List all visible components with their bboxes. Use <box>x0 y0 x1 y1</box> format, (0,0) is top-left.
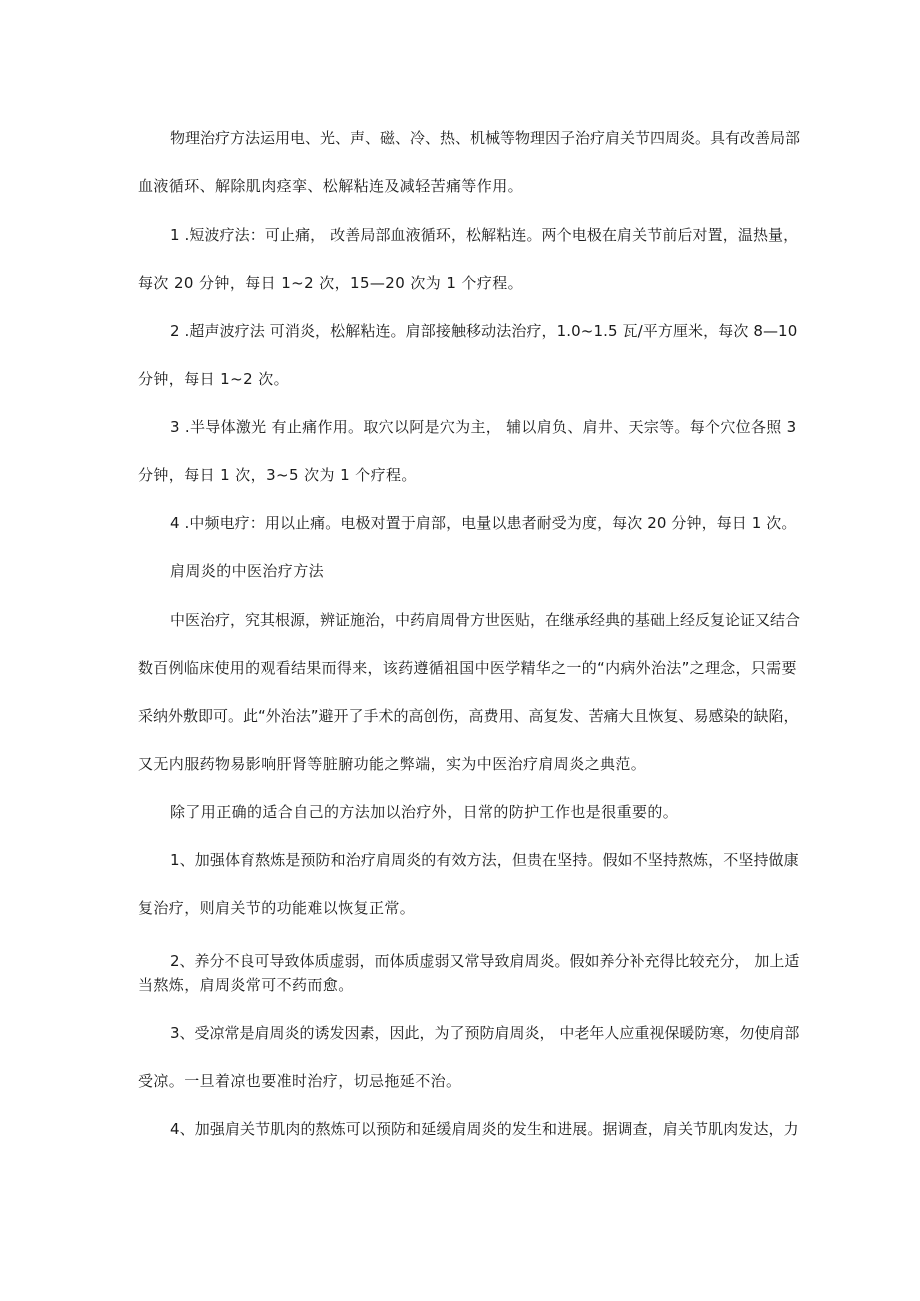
item-shortwave-line-1: 1 .短波疗法：可止痛， 改善局部血液循环，松解粘连。两个电极在肩关节前后对置，温热量， <box>170 226 799 244</box>
paragraph-tcm-line-1: 中医治疗，究其根源，辨证施治，中药肩周骨方世医贴，在继承经典的基础上经反复论证又结合 <box>170 611 801 629</box>
paragraph-tcm-line-4: 又无内服药物易影响肝肾等脏腑功能之弊端，实为中医治疗肩周炎之典范。 <box>138 755 647 773</box>
paragraph-tcm-line-2: 数百例临床使用的观看结果而得来，该药遵循祖国中医学精华之一的“内病外治法”之理念，只需要 <box>138 659 797 677</box>
item-exercise-line-1: 1、加强体育熬炼是预防和治疗肩周炎的有效方法，但贵在坚持。假如不坚持熬炼，不坚持做康 <box>170 851 799 869</box>
item-laser-line-1: 3 .半导体激光 有止痛作用。取穴以阿是穴为主， 辅以肩负、肩井、天宗等。每个穴位各照 3 <box>170 418 797 436</box>
item-ultrasound-line-2: 分钟，每日 1~2 次。 <box>138 370 289 388</box>
paragraph-tcm-line-3: 采纳外敷即可。此“外治法”避开了手术的高创伤，高费用、高复发、苦痛大且恢复、易感染的缺陷， <box>138 707 799 725</box>
item-laser-line-2: 分钟，每日 1 次，3~5 次为 1 个疗程。 <box>138 466 417 484</box>
item-shortwave-line-2: 每次 20 分钟，每日 1~2 次，15—20 次为 1 个疗程。 <box>138 274 524 292</box>
item-exercise-line-2: 复治疗，则肩关节的功能难以恢复正常。 <box>138 899 416 917</box>
item-nutrition-line-2: 当熬炼，肩周炎常可不药而愈。 <box>138 976 354 994</box>
item-nutrition-line-1: 2、养分不良可导致体质虚弱，而体质虚弱又常导致肩周炎。假如养分补充得比较充分， 加上适 <box>170 952 800 970</box>
item-midfreq-line-1: 4 .中频电疗：用以止痛。电极对置于肩部，电量以患者耐受为度，每次 20 分钟，每日 1 次。 <box>170 514 797 532</box>
item-muscle-line-1: 4、加强肩关节肌肉的熬炼可以预防和延缓肩周炎的发生和进展。据调查，肩关节肌肉发达，力 <box>170 1120 799 1138</box>
item-ultrasound-line-1: 2 .超声波疗法 可消炎，松解粘连。肩部接触移动法治疗，1.0~1.5 瓦/平方厘米，每次 8—10 <box>170 322 798 340</box>
paragraph-physio-intro-line-2: 血液循环、解除肌肉痉挛、松解粘连及减轻苦痛等作用。 <box>138 177 524 195</box>
section-heading-tcm: 肩周炎的中医治疗方法 <box>170 562 325 580</box>
paragraph-prevention-intro: 除了用正确的适合自己的方法加以治疗外，日常的防护工作也是很重要的。 <box>170 803 679 821</box>
item-cold-line-1: 3、受凉常是肩周炎的诱发因素，因此，为了预防肩周炎， 中老年人应重视保暖防寒，勿使肩部 <box>170 1024 800 1042</box>
item-cold-line-2: 受凉。一旦着凉也要准时治疗，切忌拖延不治。 <box>138 1072 462 1090</box>
paragraph-physio-intro-line-1: 物理治疗方法运用电、光、声、磁、冷、热、机械等物理因子治疗肩关节四周炎。具有改善局部 <box>170 129 801 147</box>
